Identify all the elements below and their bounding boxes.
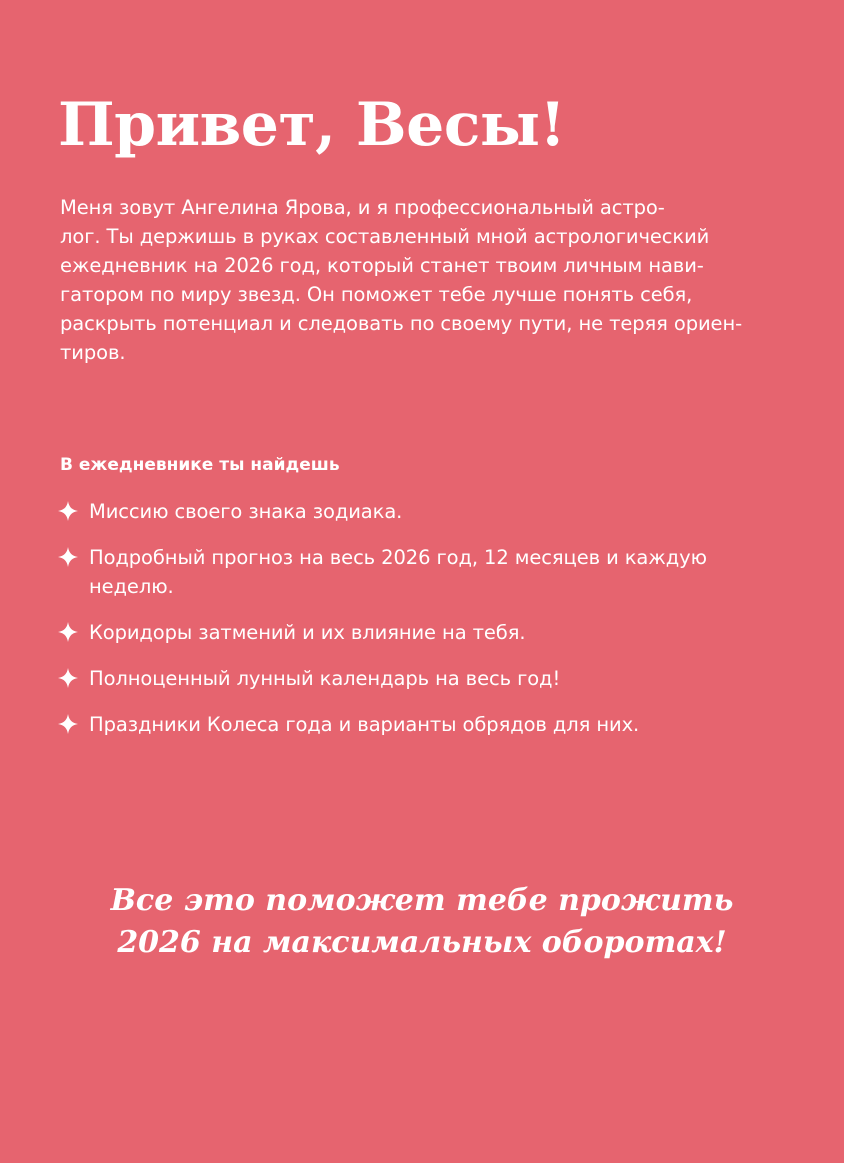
four-point-star-icon <box>58 547 78 567</box>
list-item <box>58 664 778 693</box>
list-item <box>58 618 778 647</box>
intro-line: тиров. <box>60 341 126 364</box>
four-point-star-icon <box>58 622 78 642</box>
features-list <box>58 497 778 756</box>
list-item <box>58 497 778 526</box>
four-point-star-icon <box>58 501 78 521</box>
intro-line: лог. Ты держишь в руках составленный мной астрологический <box>60 225 710 248</box>
list-item-text: Коридоры затмений и их влияние на тебя. <box>89 621 526 644</box>
four-point-star-icon <box>58 668 78 688</box>
list-item-text: Полноценный лунный календарь на весь год! <box>89 667 561 690</box>
list-item-text: Праздники Колеса года и варианты обрядов для них. <box>89 713 640 736</box>
list-item-text: неделю. <box>89 575 174 598</box>
list-item <box>58 710 778 739</box>
list-item-text: Подробный прогноз на весь 2026 год, 12 месяцев и каждую <box>89 546 707 569</box>
features-heading: В ежедневнике ты найдешь <box>60 455 340 475</box>
intro-line: ежедневник на 2026 год, который станет твоим личным нави- <box>60 254 704 277</box>
list-item-text: Миссию своего знака зодиака. <box>89 500 403 523</box>
closing-line: 2026 на максимальных оборотах! <box>117 925 727 960</box>
list-item <box>58 543 778 601</box>
page-title: Привет, Весы! <box>58 90 566 160</box>
intro-line: раскрыть потенциал и следовать по своему пути, не теряя ориен- <box>60 312 743 335</box>
closing-slogan <box>0 880 844 964</box>
intro-line: гатором по миру звезд. Он поможет тебе лучше понять себя, <box>60 283 693 306</box>
closing-line: Все это поможет тебе прожить <box>110 883 734 918</box>
intro-line: Меня зовут Ангелина Ярова, и я профессиональный астро- <box>60 196 665 219</box>
intro-paragraph <box>60 193 760 367</box>
four-point-star-icon <box>58 714 78 734</box>
